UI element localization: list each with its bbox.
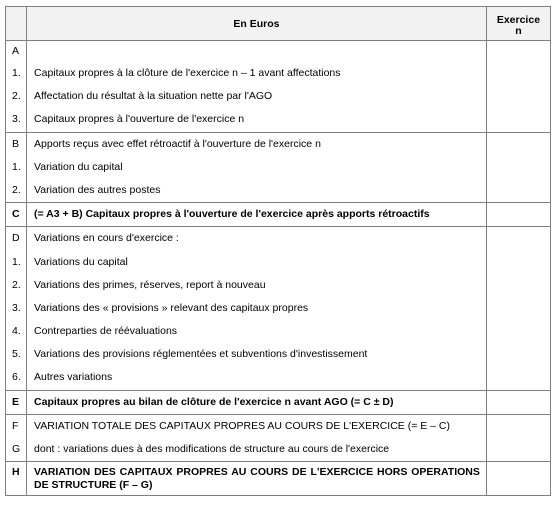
section-a-title	[34, 41, 480, 62]
section-d-item-label: Variations des « provisions » relevant des capitaux propres	[34, 301, 309, 314]
section-fg-row	[6, 414, 551, 461]
section-b-row	[6, 132, 551, 203]
section-a-labels	[27, 41, 487, 133]
section-a-item-num: 3.	[12, 113, 21, 126]
section-h-value-cell	[486, 462, 550, 496]
section-d-item-num: 3.	[12, 301, 21, 314]
section-d-item-label: Variations des provisions réglementées et subventions d'investissement	[34, 348, 368, 361]
section-d-value-cell	[486, 227, 550, 390]
section-d-item-num: 4.	[12, 325, 21, 338]
header-value-cell	[486, 7, 550, 41]
header-value-label-line2: n	[515, 25, 522, 37]
section-c-labels	[27, 203, 487, 227]
section-b-item-num: 1.	[12, 160, 21, 173]
section-d-labels	[27, 227, 487, 390]
section-c-row	[6, 203, 551, 227]
section-a-item-label: Capitaux propres à la clôture de l'exercice n – 1 avant affectations	[34, 67, 341, 79]
section-a-code: A	[12, 45, 20, 57]
section-h-codes	[6, 462, 27, 496]
section-d-item-num: 5.	[12, 348, 21, 361]
section-f-title: VARIATION TOTALE DES CAPITAUX PROPRES AU COURS DE L'EXERCICE (= E – C)	[34, 419, 451, 432]
section-e-labels	[27, 390, 487, 414]
section-d-item-num: 6.	[12, 371, 21, 384]
section-c-value-cell	[486, 203, 550, 227]
section-a-item-num: 1.	[12, 67, 21, 79]
section-a-row	[6, 41, 551, 133]
section-b-value-cell	[486, 132, 550, 203]
section-e-code: E	[12, 395, 20, 408]
section-c-codes	[6, 203, 27, 227]
section-h-row	[6, 462, 551, 496]
header-description-label: En Euros	[233, 17, 280, 30]
section-g-title: dont : variations dues à des modifications de structure au cours de l'exercice	[34, 443, 390, 455]
section-f-code: F	[12, 419, 19, 432]
section-b-item-label: Variation des autres postes	[34, 183, 161, 196]
section-a-codes	[6, 41, 27, 133]
section-d-item-label: Variations des primes, réserves, report à nouveau	[34, 278, 266, 291]
section-a-item-label: Affectation du résultat à la situation nette par l'AGO	[34, 90, 273, 103]
section-b-code: B	[12, 137, 20, 150]
section-e-value-cell	[486, 390, 550, 414]
section-d-code: D	[12, 232, 20, 245]
section-b-codes	[6, 132, 27, 203]
table-header-row	[6, 7, 551, 41]
section-d-item-num: 1.	[12, 255, 21, 268]
equity-variation-table-container	[5, 6, 551, 496]
section-b-item-label: Variation du capital	[34, 160, 123, 173]
header-description-cell	[27, 7, 487, 41]
section-e-codes	[6, 390, 27, 414]
section-d-item-label: Autres variations	[34, 371, 113, 384]
section-d-item-label: Contreparties de réévaluations	[34, 325, 178, 338]
section-g-code: G	[12, 443, 21, 455]
equity-variation-table	[5, 6, 551, 496]
section-h-code: H	[12, 466, 20, 479]
section-c-code: C	[12, 208, 20, 221]
section-e-title: Capitaux propres au bilan de clôture de l'exercice n avant AGO (= C ± D)	[34, 395, 394, 408]
section-d-codes	[6, 227, 27, 390]
section-c-title: (= A3 + B) Capitaux propres à l'ouverture de l'exercice après apports rétroactifs	[34, 208, 430, 221]
section-fg-codes	[6, 414, 27, 461]
section-fg-value-cell	[486, 414, 550, 461]
section-h-labels	[27, 462, 487, 496]
section-d-item-num: 2.	[12, 278, 21, 291]
section-d-row	[6, 227, 551, 390]
section-d-item-label: Variations du capital	[34, 255, 128, 268]
section-fg-labels	[27, 414, 487, 461]
section-a-value-cell	[486, 41, 550, 133]
section-e-row	[6, 390, 551, 414]
section-a-item-label: Capitaux propres à l'ouverture de l'exercice n	[34, 113, 245, 126]
header-value-label-line1: Exercice	[496, 14, 541, 26]
section-b-item-num: 2.	[12, 183, 21, 196]
section-h-title: VARIATION DES CAPITAUX PROPRES AU COURS DE L'EXERCICE HORS OPERATIONS DE STRUCTURE (F – G)	[34, 466, 480, 492]
section-b-labels	[27, 132, 487, 203]
section-d-title: Variations en cours d'exercice :	[34, 232, 179, 245]
section-b-title: Apports reçus avec effet rétroactif à l'ouverture de l'exercice n	[34, 137, 321, 150]
section-a-item-num: 2.	[12, 90, 21, 103]
header-code-cell	[6, 7, 27, 41]
